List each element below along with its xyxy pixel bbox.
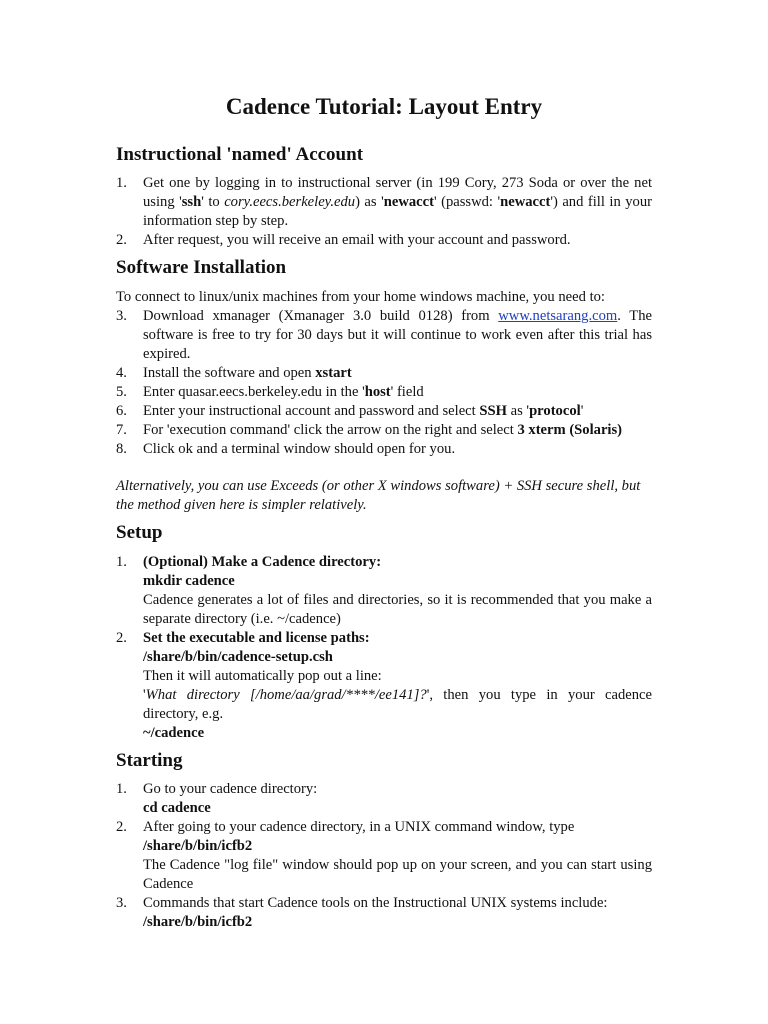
list-item: 1. Get one by logging in to instructional server (in 199 Cory, 273 Soda or over the net using 'ssh' to cory.eecs.berkeley.edu) as 'newacct' (passwd: 'newacct') and fill in your information step by step. — [116, 175, 652, 229]
software-heading: Software Installation — [116, 257, 287, 278]
list-item: 8. Click ok and a terminal window should open for you. — [116, 441, 456, 457]
list-item: 2. After going to your cadence directory, in a UNIX command window, type /share/b/bin/icfb2 The Cadence "log file" window should pop up on your screen, and you can start using Cadence — [116, 819, 652, 892]
alternative-note: Alternatively, you can use Exceeds (or other X windows software) + SSH secure shell, but the method given here is simpler relatively. — [116, 478, 641, 513]
account-list — [116, 174, 652, 250]
software-intro: To connect to linux/unix machines from your home windows machine, you need to: — [116, 289, 605, 305]
setup-list — [116, 553, 652, 743]
list-item: 1. Go to your cadence directory: cd cadence — [116, 781, 318, 816]
software-list — [116, 307, 652, 459]
list-item: 2. Set the executable and license paths: /share/b/bin/cadence-setup.csh Then it will automatically pop out a line: 'What directory [/home/aa/grad/****/ee141]?', then you type in your cadence directory, e.g. ~/cadence — [116, 630, 652, 741]
list-item: 7. For 'execution command' click the arrow on the right and select 3 xterm (Solaris) — [116, 422, 623, 438]
list-item: 1. (Optional) Make a Cadence directory: mkdir cadence Cadence generates a lot of files and directories, so it is recommended that you make a separate directory (i.e. ~/cadence) — [116, 554, 652, 627]
list-item: 2. After request, you will receive an email with your account and password. — [116, 232, 571, 248]
starting-heading: Starting — [116, 750, 183, 771]
setup-heading: Setup — [116, 522, 163, 543]
list-item: 5. Enter quasar.eecs.berkeley.edu in the 'host' field — [116, 384, 424, 400]
list-item: 3. Commands that start Cadence tools on the Instructional UNIX systems include: /share/b/bin/icfb2 — [116, 895, 608, 930]
starting-list — [116, 780, 652, 932]
netsarang-link[interactable]: www.netsarang.com — [498, 308, 618, 324]
list-item: 3. Download xmanager (Xmanager 3.0 build 0128) from www.netsarang.com. The software is free to try for 30 days but it will continue to work even after this trial has expired. — [116, 308, 652, 362]
page-title: Cadence Tutorial: Layout Entry — [225, 94, 543, 119]
account-heading: Instructional 'named' Account — [116, 144, 364, 165]
list-item: 4. Install the software and open xstart — [116, 365, 352, 381]
list-item: 6. Enter your instructional account and password and select SSH as 'protocol' — [116, 403, 584, 419]
